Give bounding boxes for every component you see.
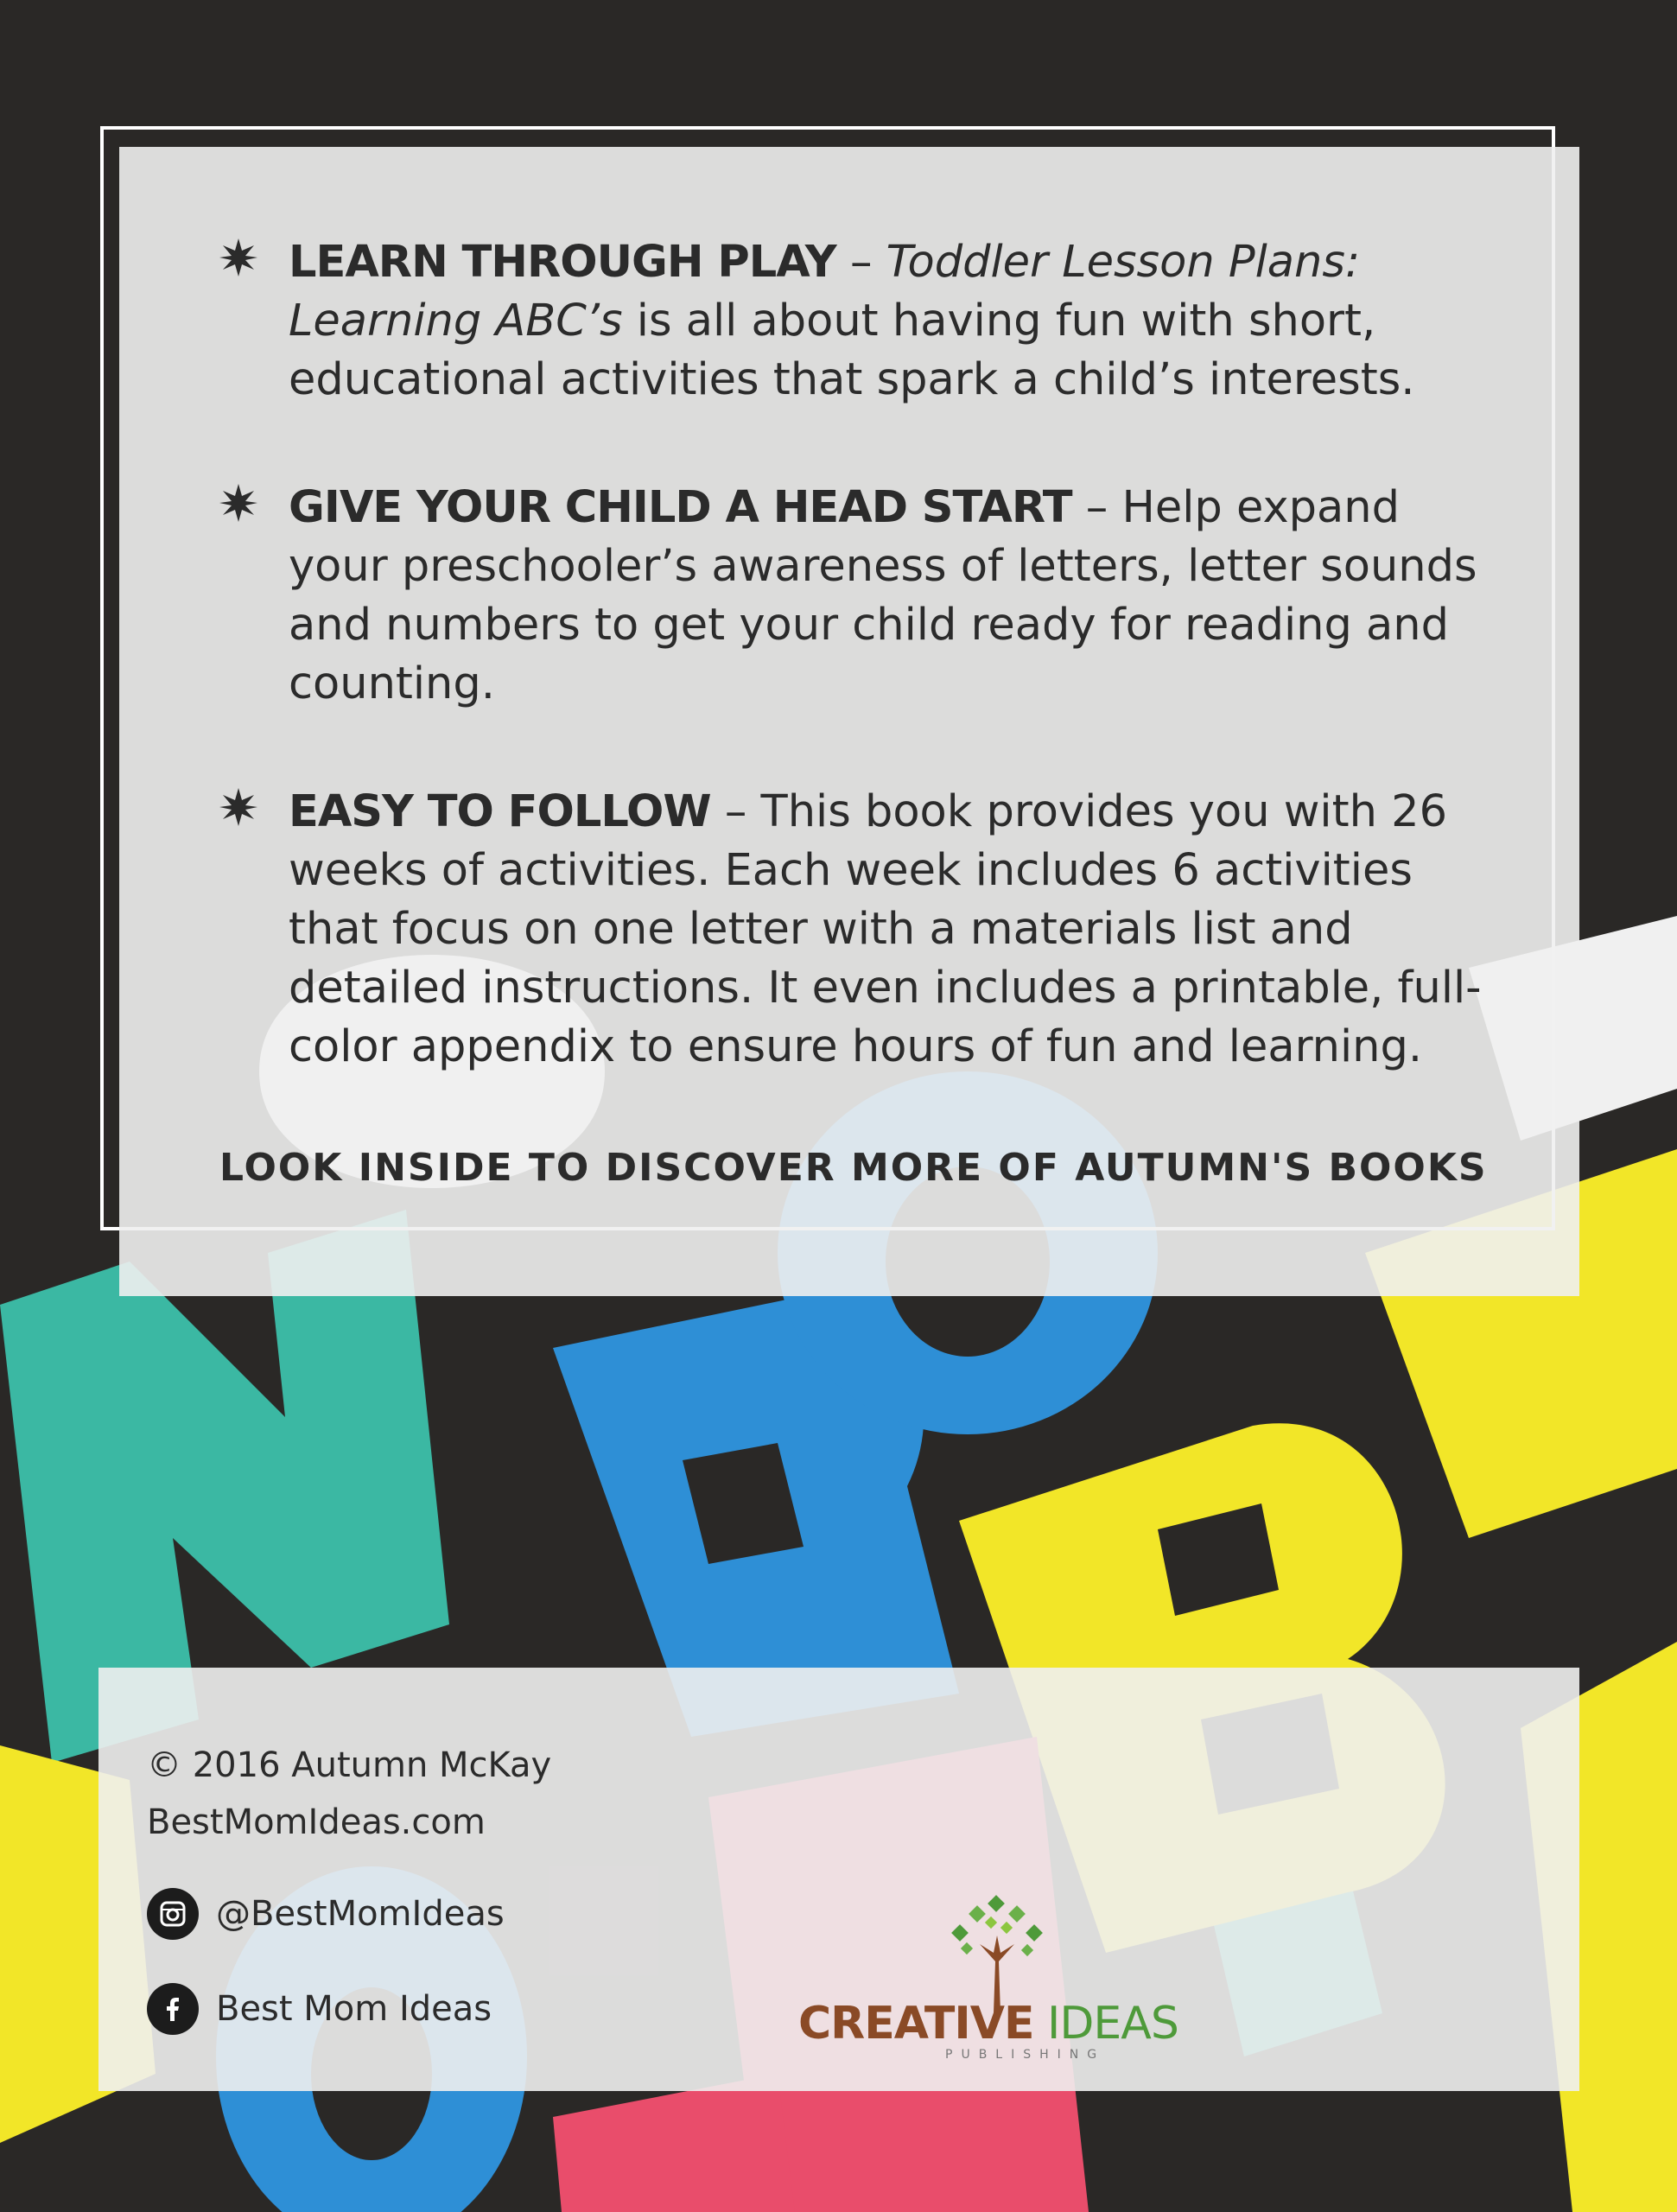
features-panel [119,147,1579,1296]
bullet-heading: GIVE YOUR CHILD A HEAD START [289,482,1072,533]
tree-logo-icon [937,1892,1058,2013]
copyright-text: © 2016 Autumn McKay [147,1745,552,1785]
facebook-icon [147,1983,199,2035]
footer-panel [98,1668,1579,2091]
star-bullet-icon [219,484,257,522]
look-inside-callout: LOOK INSIDE TO DISCOVER MORE OF AUTUMN'S BOOKS [219,1146,1488,1190]
star-bullet-icon [219,788,257,826]
star-bullet-icon [219,238,257,276]
bullet-text [289,233,1493,410]
bullet-dash: – [710,786,761,837]
bullet-text [289,479,1493,714]
instagram-icon [147,1888,199,1940]
logo-wordmark [798,1998,1178,2050]
creative-ideas-publishing-logo [798,1892,1248,2065]
bullet-learn-through-play [219,233,1493,410]
facebook-page: Best Mom Ideas [216,1989,492,2029]
bullet-easy-to-follow [219,783,1493,1077]
bullet-heading: LEARN THROUGH PLAY [289,237,836,288]
logo-word-creative: CREATI [798,1998,970,2050]
book-title: Toddler Lesson Plans: Learning ABC’s [289,237,1361,346]
bullet-body: This book provides you with 26 weeks of activities. Each week includes 6 activities that focus on one letter with a materials list and detailed instructions. It even includes a printable, full-color appendix to ensure hours of fun and learning. [289,786,1482,1072]
website-link[interactable]: BestMomIdeas.com [147,1802,486,1842]
bullet-head-start [219,479,1493,714]
bullet-dash: – [1071,482,1122,533]
bullet-heading: EASY TO FOLLOW [289,786,711,837]
logo-subtitle: PUBLISHING [945,2048,1106,2062]
logo-word-ideas: IDEAS [1033,1998,1178,2050]
logo-word-ve: VE [969,1998,1034,2050]
bullet-text [289,783,1493,1077]
bullet-dash: – [835,237,886,288]
instagram-handle: @BestMomIdeas [216,1894,505,1934]
bullet-body: is all about having fun with short, educational activities that spark a child’s interests. [289,296,1415,405]
bullet-body: Help expand your preschooler’s awareness of letters, letter sounds and numbers to get your child ready for reading and counting. [289,482,1477,709]
